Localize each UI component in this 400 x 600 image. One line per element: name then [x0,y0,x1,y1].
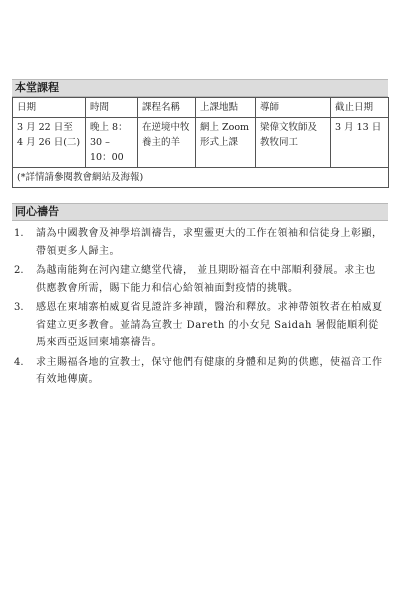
courses-section-header: 本堂課程 [12,79,388,97]
list-item [14,225,386,260]
list-item-number: 3. [14,302,24,313]
courses-table [12,97,389,188]
col-header-time: 時間 [86,98,138,118]
col-header-deadline: 截止日期 [331,98,389,118]
list-item-number: 2. [14,265,24,276]
table-row [13,118,389,168]
list-item [14,299,386,352]
cell-teacher: 梁偉文牧師及教牧同工 [256,118,331,168]
cell-deadline: 3 月 13 日 [331,118,389,168]
cell-date: 3 月 22 日至 4 月 26 日(二) [13,118,86,168]
list-item [14,262,386,297]
prayer-section-header: 同心禱告 [12,203,388,221]
col-header-teacher: 導師 [256,98,331,118]
cell-course: 在逆境中牧養主的羊 [138,118,196,168]
list-item [14,354,386,389]
prayer-list [14,225,386,391]
list-item-number: 4. [14,356,24,368]
cell-time: 晚上 8：30 – 10：00 [86,118,138,168]
list-item-text: 感恩在柬埔寨柏威夏省見證許多神蹟，醫治和釋放。求神帶領牧者在柏威夏省建立更多教會。並請為宣教士 Dareth 的小女兒 Saidah 暑假能順利從馬來西亞返回柬埔寨禱告。 [36,302,383,348]
col-header-course: 課程名稱 [138,98,196,118]
cell-venue: 網上 Zoom 形式上課 [196,118,256,168]
table-note: (*詳情請參閱教會網站及海報) [13,168,389,188]
list-item-text: 請為中國教會及神學培訓禱告，求聖靈更大的工作在領袖和信徒身上彰顯，帶領更多人歸主。 [36,228,383,257]
col-header-date: 日期 [13,98,86,118]
list-item-number: 1. [14,228,24,239]
table-note-row [13,168,389,188]
col-header-venue: 上課地點 [196,98,256,118]
list-item-text: 求主賜福各地的宣教士，保守他們有健康的身體和足夠的供應，使福音工作有效地傳廣。 [36,356,383,385]
list-item-text: 為越南能夠在河內建立總堂代禱， 並且期盼福音在中部順利發展。求主也供應教會所需，賜下能力和信心給領袖面對疫情的挑戰。 [36,265,376,294]
courses-table-header-row [13,98,389,118]
